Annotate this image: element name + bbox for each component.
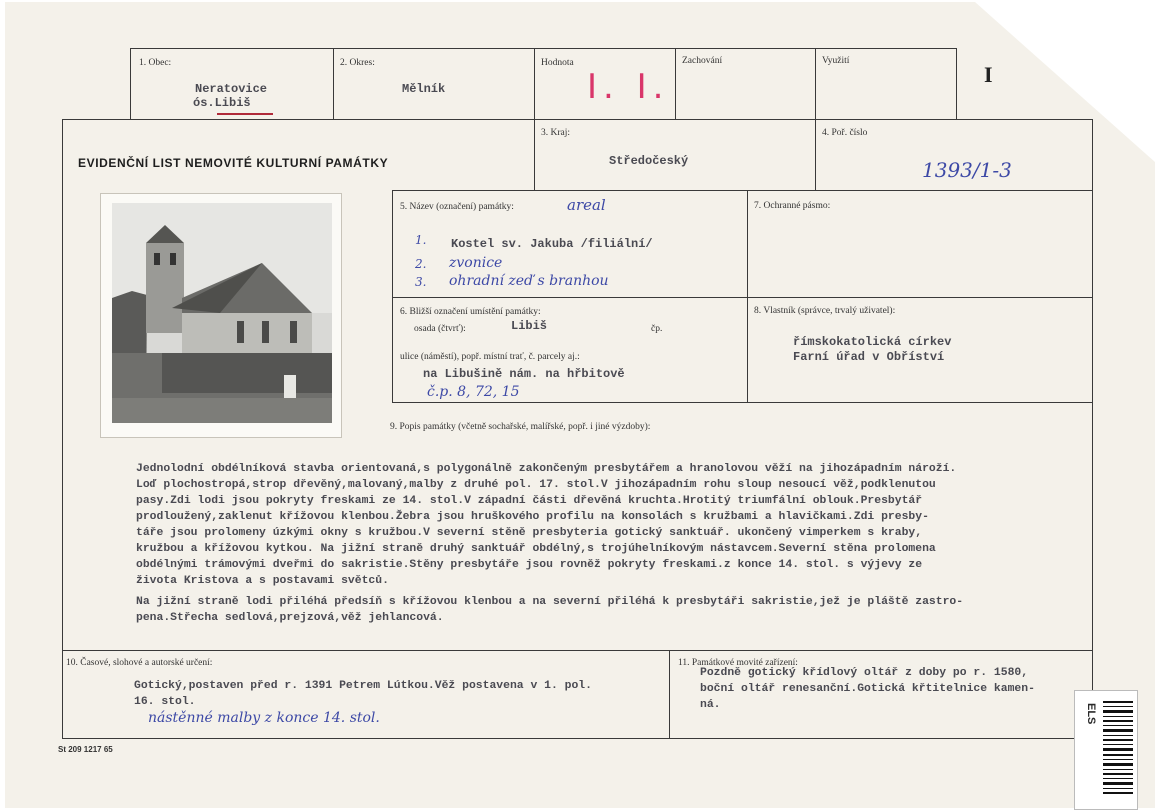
- popis-line: života Kristova a s postavami světců.: [136, 575, 389, 587]
- por-cislo-cell: [815, 119, 1093, 191]
- nazev-item1-num: 1.: [415, 233, 427, 247]
- zachovani-cell: [675, 48, 816, 120]
- cp-label: čp.: [651, 324, 663, 334]
- popis-line: Na jižní straně lodi přiléhá předsíň s křížovou klenbou a na severní přiléhá k presbytáři sakristie,jež je pláště zastro-: [136, 596, 964, 608]
- vlastnik-cell: [747, 297, 1093, 403]
- hodnota-label: Hodnota: [541, 58, 574, 68]
- popis-line: Jednolodní obdélníková stavba orientovaná,s polygonálně zakončeným presbytářem a hranolovou věží na jihozápadním nároží.: [136, 463, 957, 475]
- umisteni-cell: [392, 297, 748, 403]
- urceni-line-1: Gotický,postaven před r. 1391 Petrem Lútkou.Věž postavena v 1. pol.: [134, 680, 592, 692]
- vlastnik-value-1: římskokatolická církev: [793, 335, 952, 349]
- barcode-text: ELS: [1085, 703, 1097, 725]
- popis-line: táře jsou prolomeny úzkými okny s kružbou.V severní stěně presbyteria gotický sanktuář. ukončený vimperkem s kraby,: [136, 527, 923, 539]
- nazev-item3: ohradní zeď s branhou: [449, 273, 609, 289]
- church-photo: [112, 203, 332, 423]
- osada-value: Libiš: [511, 319, 548, 333]
- popis-line: pena.Střecha sedlová,prejzová,věž jehlancová.: [136, 612, 444, 624]
- corner-mark: I: [984, 62, 993, 87]
- movite-line-2: boční oltář renesanční.Gotická křtitelnice kamen-: [700, 683, 1035, 695]
- vyuziti-label: Využití: [822, 56, 850, 66]
- obec-cell: [130, 48, 334, 120]
- osada-label: osada (čtvrť):: [414, 324, 466, 334]
- popis-line: prodloužený,zaklenut křížovou klenbou.Žebra jsou hruškového profilu na konsolách s kružbami a hlavičkami.Zdi presby-: [136, 511, 929, 523]
- movite-zarizeni-label: 11. Památkové movité zařízení:: [678, 658, 798, 668]
- movite-line-1: Pozdně gotický křídlový oltář z doby po r. 1580,: [700, 667, 1029, 679]
- popis-line: pasy.Zdi lodi jsou pokryty freskami ze 14. stol.V západní části dřevěná kruchta.Hrotitý triumfální oblouk.Presbytář: [136, 495, 923, 507]
- vyuziti-cell: [815, 48, 957, 120]
- por-cislo-value: 1393/1-3: [922, 158, 1012, 182]
- obec-value-2: ós.Libiš: [193, 96, 251, 110]
- nazev-hand-note: areal: [567, 196, 606, 214]
- divider-vertical: [669, 650, 670, 739]
- okres-cell: [333, 48, 535, 120]
- nazev-item2-num: 2.: [415, 257, 427, 271]
- zachovani-label: Zachování: [682, 56, 723, 66]
- document-title: EVIDENČNÍ LIST NEMOVITÉ KULTURNÍ PAMÁTKY: [78, 156, 389, 170]
- ulice-value: na Libušině nám. na hřbitově: [423, 367, 625, 381]
- urceni-label: 10. Časové, slohové a autorské určení:: [66, 658, 213, 668]
- ulice-hand-note: č.p. 8, 72, 15: [427, 384, 520, 400]
- hodnota-value: I. I.: [587, 67, 670, 107]
- print-code: St 209 1217 65: [58, 745, 113, 754]
- kraj-cell: [534, 119, 816, 191]
- hodnota-cell: [534, 48, 676, 120]
- kraj-label: 3. Kraj:: [541, 128, 571, 138]
- popis-line: Loď plochostropá,strop dřevěný,malovaný,malby z druhé pol. 17. stol.V jihozápadním rohu sloup nesoucí věž,podklenutou: [136, 479, 936, 491]
- church-photo-frame: [100, 193, 342, 438]
- nazev-item1: Kostel sv. Jakuba /filiální/: [451, 237, 653, 251]
- okres-label: 2. Okres:: [340, 58, 375, 68]
- ulice-label: ulice (náměstí), popř. místní trať, č. parcely aj.:: [400, 352, 580, 362]
- barcode-label: [1074, 690, 1138, 810]
- obec-label: 1. Obec:: [139, 58, 172, 68]
- vlastnik-value-2: Farní úřad v Obříství: [793, 350, 945, 364]
- umisteni-label: 6. Bližší označení umístění památky:: [400, 307, 541, 317]
- popis-label: 9. Popis památky (včetně sochařské, malířské, popř. i jiné výzdoby):: [390, 422, 651, 432]
- urceni-line-2: 16. stol.: [134, 696, 196, 708]
- obec-underline: [217, 113, 273, 115]
- okres-value: Mělník: [402, 82, 446, 96]
- barcode-icon: [1103, 699, 1133, 799]
- movite-line-3: ná.: [700, 699, 721, 711]
- obec-value: Neratovice: [195, 82, 268, 96]
- ochranne-pasmo-label: 7. Ochranné pásmo:: [754, 201, 831, 211]
- ochranne-pasmo-cell: [747, 190, 1093, 298]
- nazev-cell: [392, 190, 748, 298]
- nazev-item2: zvonice: [449, 255, 503, 271]
- urceni-hand-note: nástěnné malby z konce 14. stol.: [148, 710, 380, 726]
- popis-line: kružbou a křížovou kytkou. Na jižní straně druhý sanktuář obdélný,s trojúhelníkovým nástavcem.Severní stěna prolomena: [136, 543, 936, 555]
- popis-line: obdélnými trámovými dveřmi do sakristie.Stěny presbytáře jsou rovněž pokryty freskami.z konce 14. stol. s výjevy ze: [136, 559, 923, 571]
- nazev-label: 5. Název (označení) památky:: [400, 202, 514, 212]
- divider-10-11: [62, 650, 1093, 651]
- kraj-value: Středočeský: [609, 154, 689, 168]
- por-cislo-label: 4. Poř. číslo: [822, 128, 868, 138]
- nazev-item3-num: 3.: [415, 275, 427, 289]
- vlastnik-label: 8. Vlastník (správce, trvalý uživatel):: [754, 306, 896, 316]
